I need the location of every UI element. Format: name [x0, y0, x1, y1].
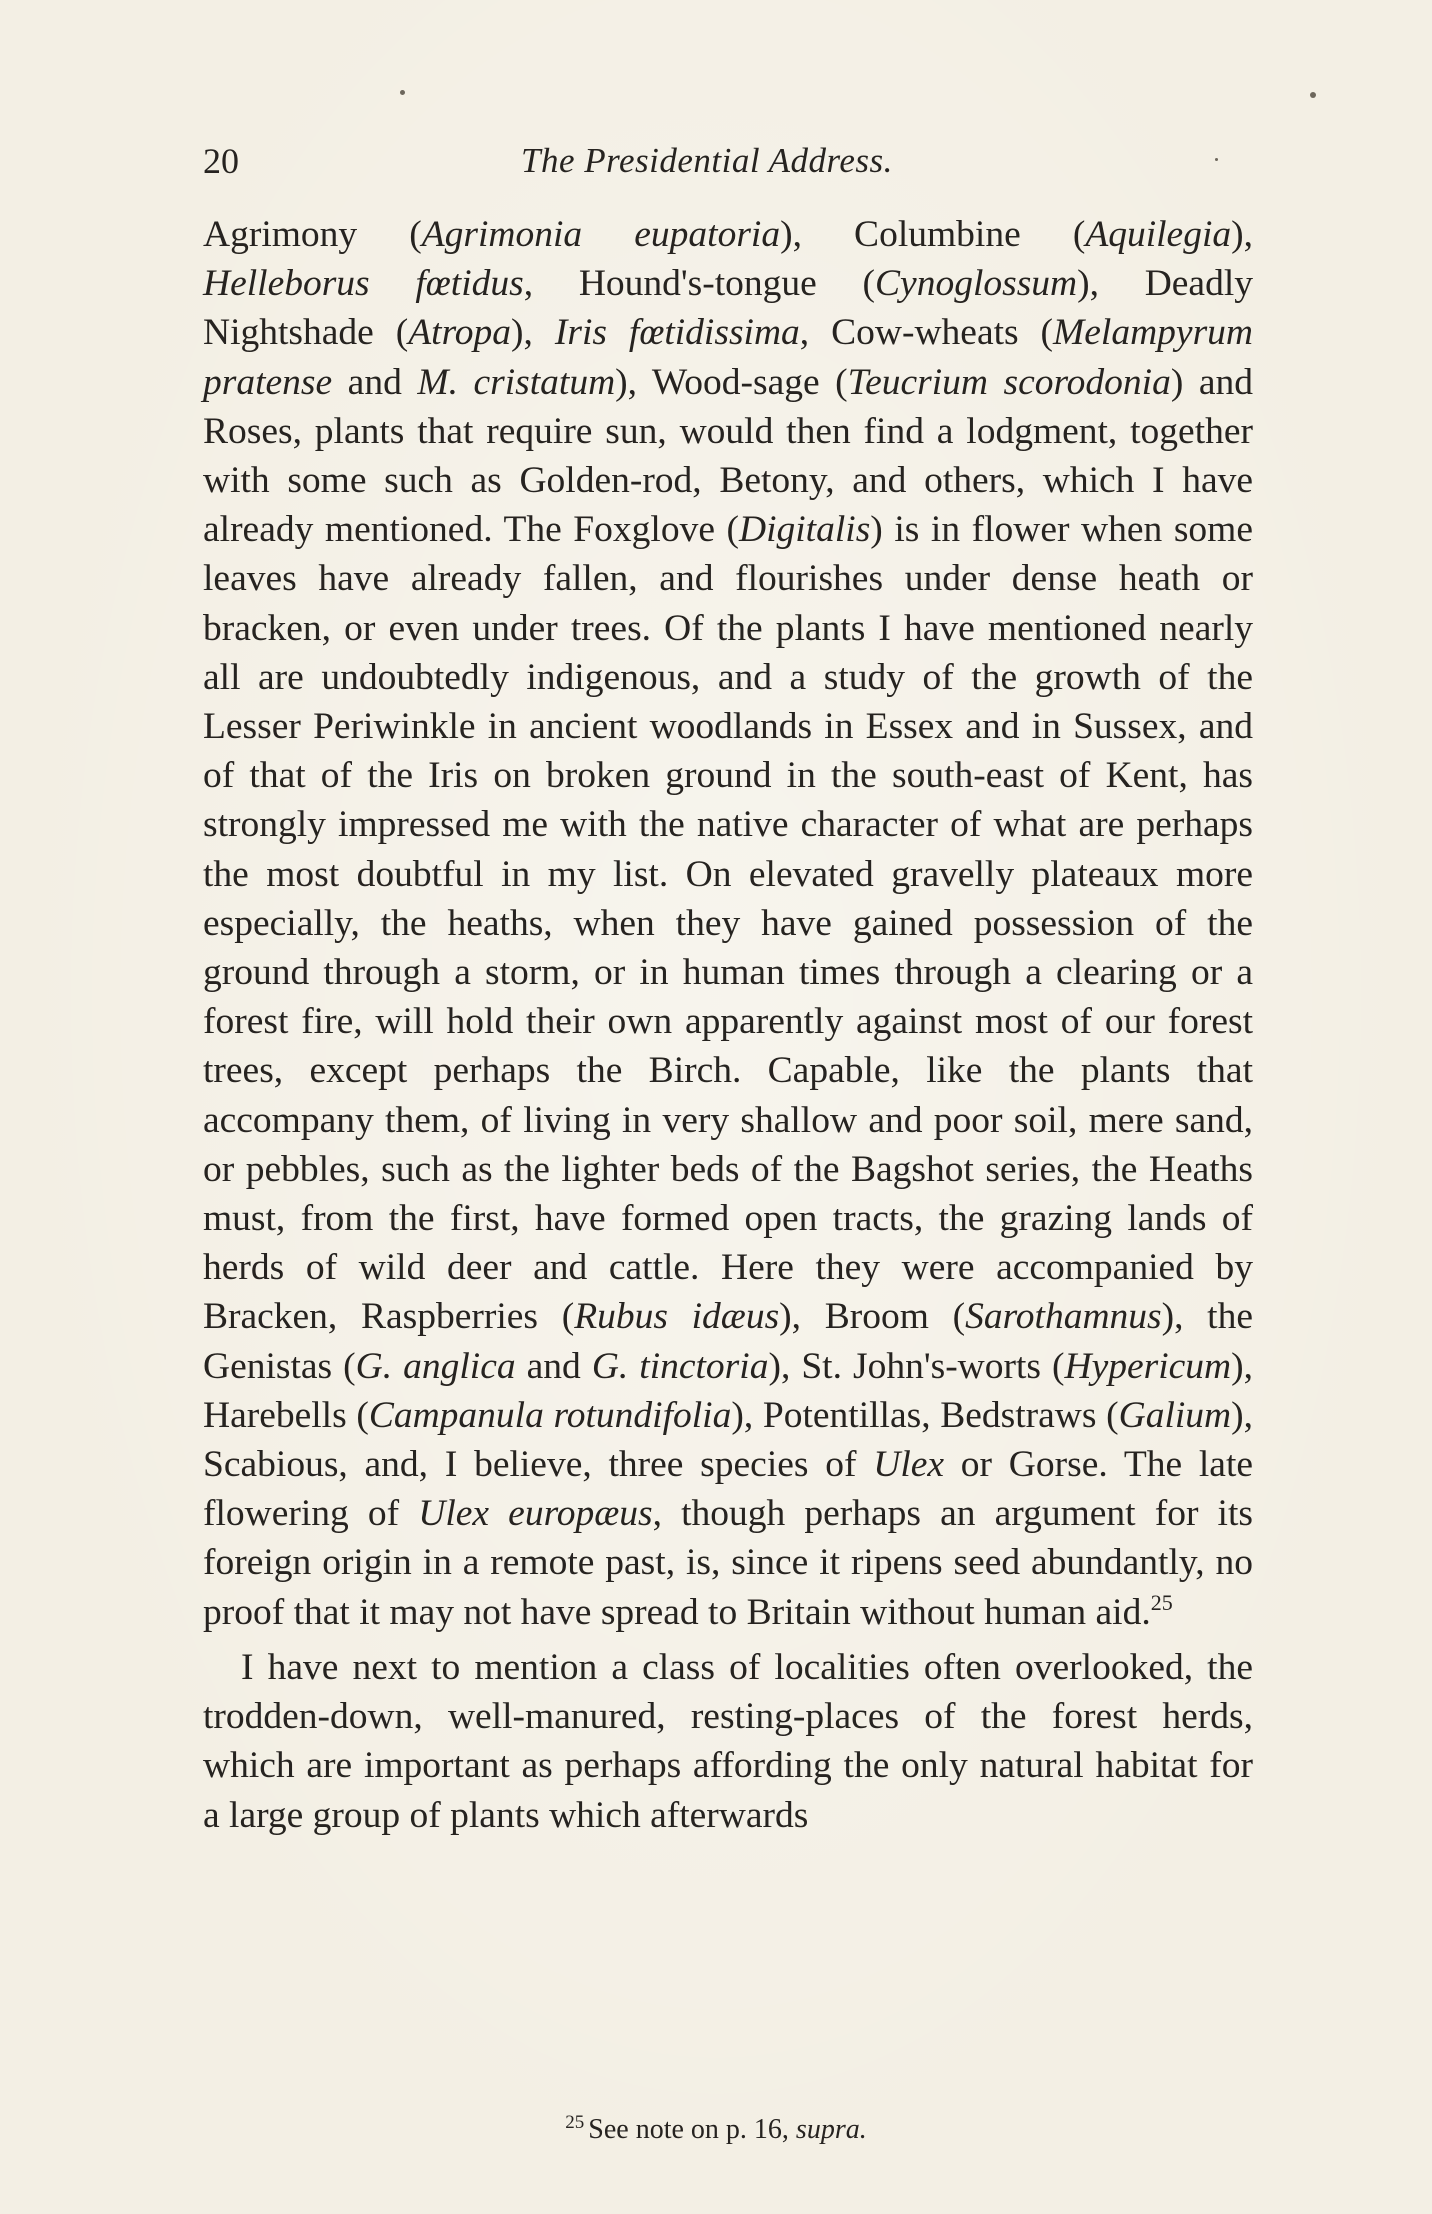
species-name: Ulex [873, 1444, 945, 1486]
page-number: 20 [203, 141, 239, 181]
body-text [203, 210, 1253, 1840]
footnote-ref: supra. [795, 2114, 867, 2145]
footnote-text: See note on p. 16, [588, 2114, 796, 2145]
text-run: ) is in flower when some leaves have already fallen, and flourishes under dense heath or bracken, or even under trees. Of the plants I have mentioned nearly all are undoubtedly indigenous, and a study of the growth of the Lesser Periwinkle in ancient woodlands in Essex and in Sussex, and of that of the Iris on broken ground in the south-east of Kent, has strongly impressed me with the native character of what are perhaps the most doubtful in my list. On elevated gravelly plateaux more especially, the heaths, when they have gained possession of the ground through a storm, or in human times through a clearing or a forest fire, will hold their own apparently against most of our forest trees, except perhaps the Birch. Capable, like the plants that accompany them, of living in very shallow and poor soil, mere sand, or pebbles, such as the lighter beds of the Bagshot series, the Heaths must, from the first, have formed open tracts, the grazing lands of herds of wild deer and cattle. Here they were accompanied by Bracken, Raspberries ( [203, 509, 1253, 1338]
text-run: ), Broom ( [779, 1296, 966, 1338]
ink-speck [400, 90, 405, 95]
ink-speck [1310, 92, 1316, 98]
text-run: or Gorse. The late flowering of [203, 1444, 1254, 1535]
species-name: Hypericum [1064, 1345, 1232, 1387]
running-head [203, 136, 1253, 186]
text-run: , Hound's-tongue ( [523, 263, 876, 305]
footnote-marker: 25 [565, 2112, 585, 2133]
text-run: ) and Roses, plants that require sun, would then find a lodgment, together with some such as Golden-rod, Betony, and others, which I have already mentioned. The Foxglove ( [203, 361, 1253, 551]
text-run: ), Harebells ( [203, 1345, 1253, 1436]
species-name: Rubus idæus [574, 1296, 780, 1338]
species-name: Melampyrum pratense [203, 312, 1253, 403]
text-run: ), Columbine ( [780, 214, 1086, 255]
text-run: ), Scabious, and, I believe, three species of [203, 1394, 1253, 1486]
text-run: ), Deadly Nightshade ( [203, 263, 1253, 354]
running-title: The Presidential Address. [521, 141, 893, 180]
text-run: , though perhaps an argument for its foreign origin in a remote past, is, since it ripens seed abundantly, no proof that it may not have spread to Britain without human aid. [203, 1493, 1253, 1633]
species-name: Campanula rotundifolia [368, 1394, 732, 1436]
text-run: and [332, 361, 418, 403]
species-name: Atropa [408, 312, 512, 354]
paragraph [203, 1643, 1253, 1840]
text-run: ), [511, 312, 555, 354]
species-name: Galium [1118, 1394, 1232, 1436]
text-run: ), the Genistas ( [203, 1296, 1253, 1387]
species-name: Teucrium scorodonia [847, 361, 1171, 403]
paragraph [203, 210, 1253, 1637]
species-name: Sarothamnus [965, 1296, 1162, 1338]
footnote-reference: 25 [1150, 1589, 1173, 1615]
footnote [0, 2110, 1432, 2150]
species-name: M. cristatum [417, 361, 616, 403]
species-name: Helleborus fœtidus [203, 263, 524, 305]
species-name: Ulex europæus [418, 1493, 653, 1535]
species-name: G. anglica [355, 1345, 516, 1387]
species-name: Agrimonia eupatoria [421, 214, 781, 255]
text-run: ), [1231, 214, 1253, 255]
text-run: ), Wood-sage ( [615, 361, 848, 403]
species-name: G. tinctoria [591, 1345, 769, 1387]
species-name: Cynoglossum [875, 263, 1078, 305]
text-run: ), St. John's-worts ( [768, 1345, 1065, 1387]
text-run: I have next to mention a class of localities often overlooked, the trodden-down, well-manured, resting-places of the forest herds, which are important as perhaps affording the only natural habitat for a large group of plants which afterwards [203, 1646, 1253, 1836]
text-run: ), Potentillas, Bedstraws ( [731, 1394, 1119, 1436]
text-run: and [515, 1345, 592, 1387]
text-run: Agrimony ( [203, 214, 422, 255]
text-run: , Cow-wheats ( [799, 312, 1054, 354]
species-name: Aquilegia [1085, 214, 1232, 255]
species-name: Digitalis [739, 509, 871, 551]
species-name: Iris fœtidissima [554, 312, 800, 354]
